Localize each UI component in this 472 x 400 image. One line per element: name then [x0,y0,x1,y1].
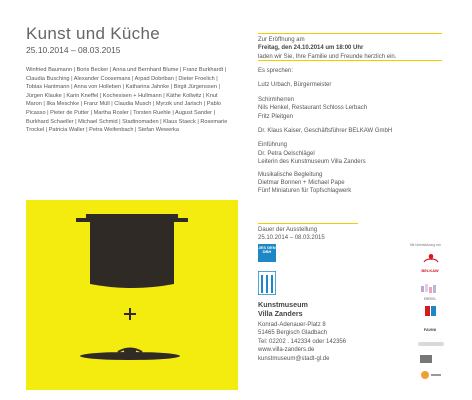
exhibition-title: Kunst und Küche [26,24,160,43]
belkaw-logo-text: BELKAW [421,268,439,273]
museum-email: kunstmuseum@stadt-gl.de [258,355,330,362]
sponsor-crest-icon [424,305,438,317]
museum-phone: Tel: 02202 . 142334 oder 142356 [258,338,347,345]
pot-handle-left-icon [76,218,92,222]
favini-logo: FAVINI [423,327,437,332]
lid-icon [80,352,180,360]
patrons-heading: Schirmherren [258,96,295,103]
music-heading: Musikalische Begleitung [258,171,323,178]
duration-block [258,226,325,243]
museum-address [258,321,346,363]
patron-2: Fritz Pleitgen [258,113,294,120]
museum-city: 51465 Bergisch Gladbach [258,330,328,337]
divider-duration [258,223,358,224]
invite-line-2: Freitag, den 24.10.2014 um 18:00 Uhr [258,45,364,52]
duration-dates: 25.10.2014 – 08.03.2015 [258,235,325,242]
speaker-2: Dr. Klaus Kaiser, Geschäftsführer BELKAW GmbH [258,128,393,135]
museum-name: Kunstmuseum Villa Zanders [258,300,308,318]
sponsor-wordmark-icon [418,341,444,347]
villa-zanders-logo-icon [258,271,276,295]
invite-line-1: Zur Eröffnung am [258,37,305,43]
intro-heading: Einführung [258,142,288,149]
pot-rim-icon [86,214,178,218]
museum-street: Konrad-Adenauer-Platz 8 [258,322,326,328]
poster-image [26,200,238,390]
artist-list: Winfried Baumann | Boris Becker | Anna und Bernhard Blume | Franz Burkhardt | Claudia Busching | Alexander Coosemans | Arpad Dobriban | Dieter Froelich | Tobias Hantmann | Anna von Holleben | Katharina Jahnke | Birgit Jürgenssen | Jürgen Klauke | Karin Kneffel | Kochesisen + Hullmann | Käthe Kollwitz | Knut Maron | Ilka Meschke | Franz Müll | Claudia Musch | Myrzik und Jarisch | Pablo Picasso | Pieter de Putter | Martha Rosler | Torsten Ruehle | August Sander | Burkhard Schaeller | Michael Schmid | Stadtnomaden | Klaus Staeck | Rosemarie Trockel | Patricia Waller | Petra Weifenbach | Stefan Wewerka [26,67,228,134]
sponsor-orange-icon [420,370,442,380]
pot-body-icon [90,218,174,288]
sponsor-small-icon [420,355,432,363]
patron-1: Nils Henkel, Restaurant Schloss Lerbach [258,105,368,112]
program-block [258,67,392,196]
intro-2: Leiterin des Kunstmuseum Villa Zanders [258,159,366,166]
invite-line-3: laden wir Sie, Ihre Familie und Freunde herzlich ein. [258,53,397,60]
speakers-heading: Es sprechen: [258,68,294,74]
speaker-1: Lutz Urbach, Bürgermeister [258,82,332,89]
duration-label: Dauer der Ausstellung [258,227,318,233]
invitation-block [258,36,396,61]
pot-handle-right-icon [172,218,188,222]
belkaw-logo-icon [420,252,442,268]
museum-website: www.villa-zanders.de [258,347,315,354]
intro-1: Dr. Petra Oelschlägel [258,150,315,157]
music-2: Fünf Miniaturen für Topfschlagwerk [258,188,352,195]
exhibition-dates: 25.10.2014 – 08.03.2015 [26,45,121,55]
jes-logo: JES GEN DBH [258,244,276,262]
krekel-logo: KREKEL [423,297,437,301]
sponsors-caption: Mit Unterstützung von [410,243,442,247]
sponsor-mark-icon [421,284,439,294]
divider-top [258,33,442,34]
pot-and-lid-illustration [26,200,238,390]
music-1: Dietmar Bonnen + Michael Pape [258,180,345,187]
